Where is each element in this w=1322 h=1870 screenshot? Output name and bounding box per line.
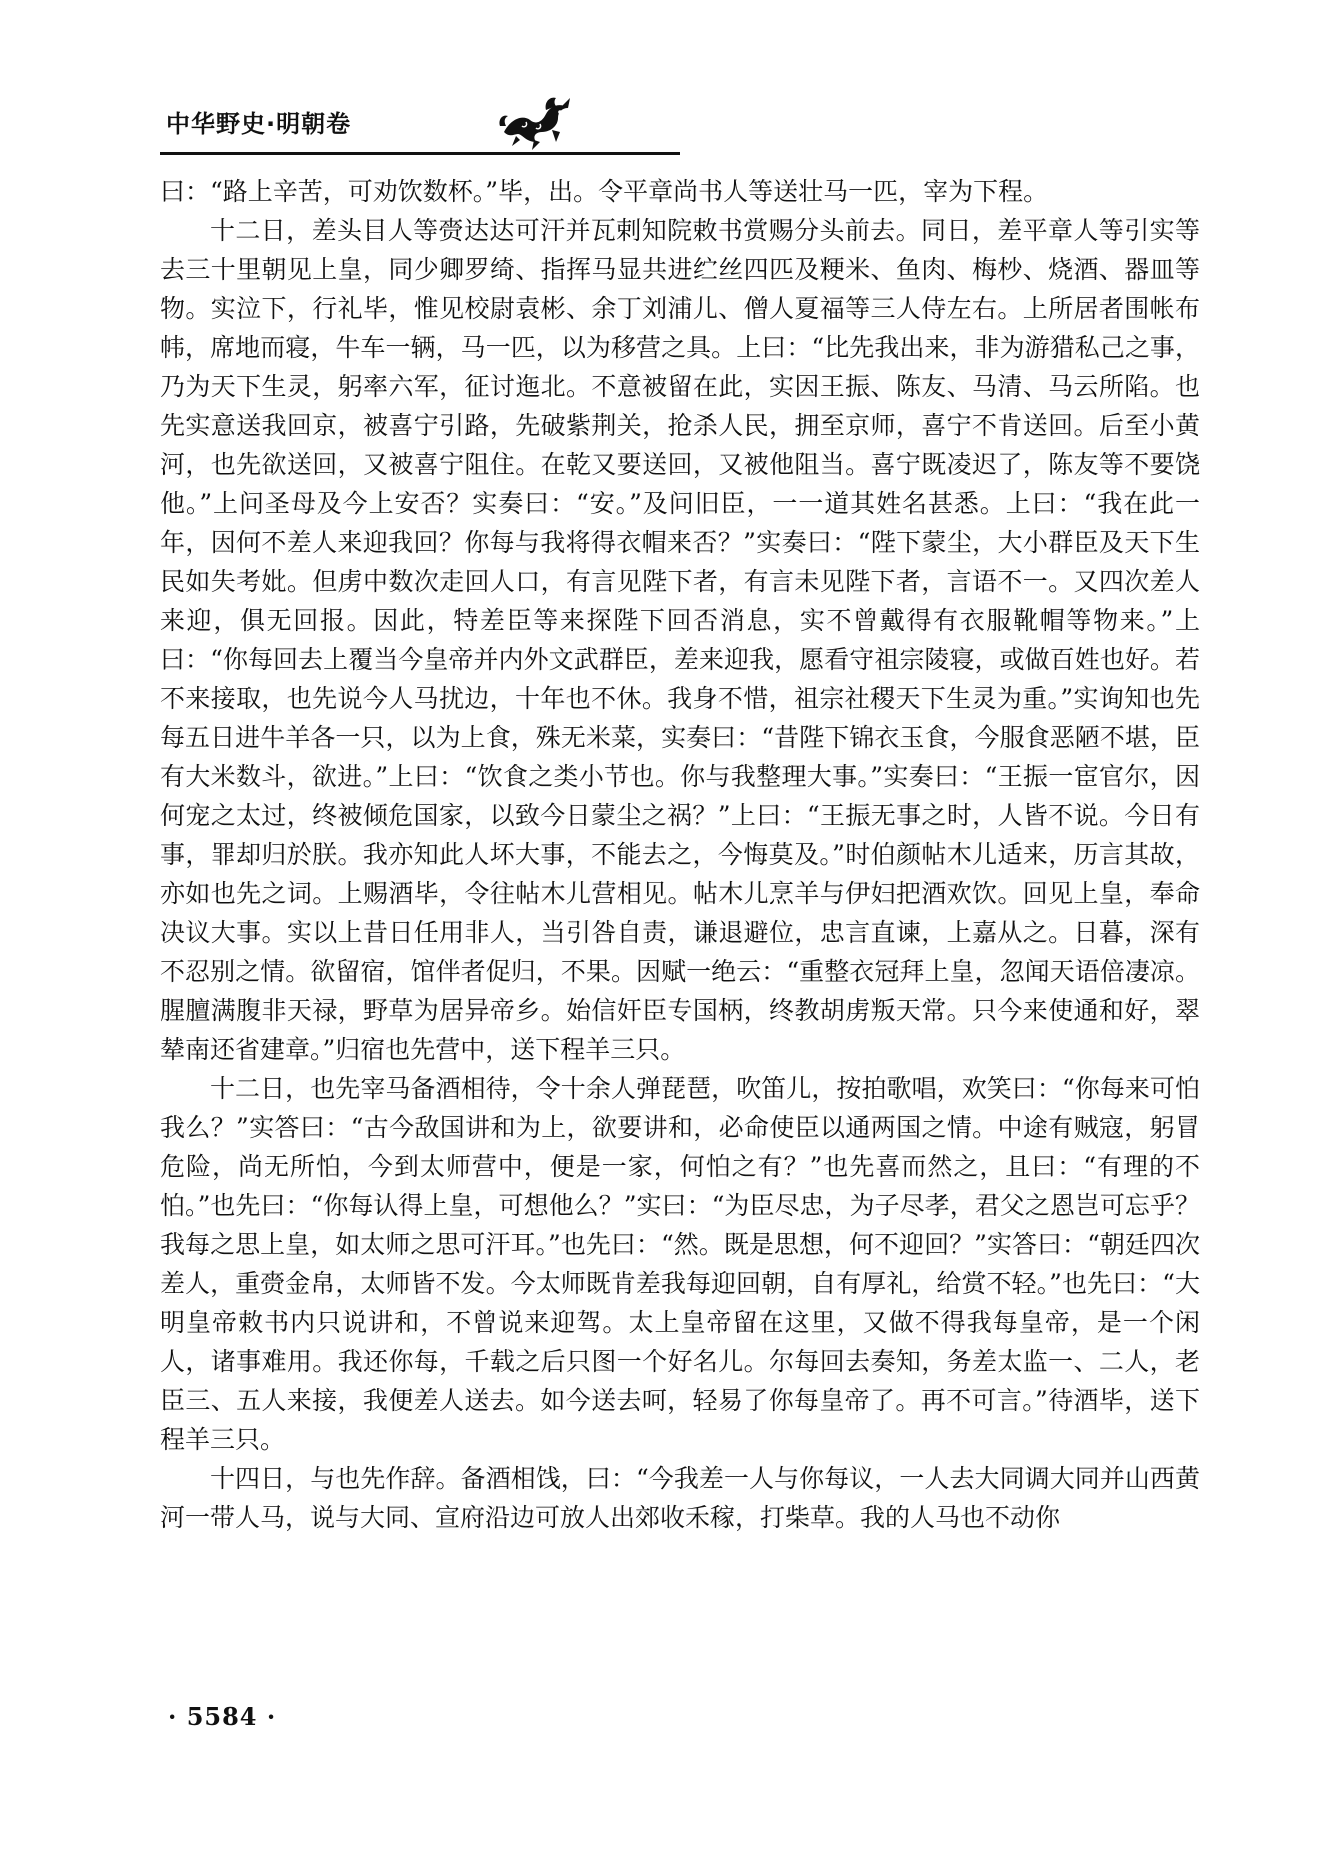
running-title: 中华野史·明朝卷 xyxy=(166,110,352,138)
paragraph: 曰：“路上辛苦，可劝饮数杯。”毕，出。令平章尚书人等送壮马一匹，宰为下程。 xyxy=(160,177,1049,206)
dragon-logo-icon xyxy=(496,92,578,152)
header-rule xyxy=(160,152,680,155)
page-header xyxy=(160,92,1200,164)
paragraph: 十四日，与也先作辞。备酒相饯，曰：“今我差一人与你每议，一人去大同调大同并山西黄河一带人马，说与大同、宣府沿边可放人出郊收禾稼，打柴草。我的人马也不动你 xyxy=(160,1464,1200,1532)
paragraph: 十二日，差头目人等赍达达可汗并瓦剌知院敕书赏赐分头前去。同日，差平章人等引实等去三十里朝见上皇，同少卿罗绮、指挥马显共进纻丝四匹及粳米、鱼肉、梅杪、烧酒、器皿等物。实泣下，行礼毕，惟见校尉袁彬、余丁刘浦儿、僧人夏福等三人侍左右。上所居者围帐布帏，席地而寝，牛车一辆，马一匹，以为移营之具。上曰：“比先我出来，非为游猎私己之事，乃为天下生灵，躬率六军，征讨迤北。不意被留在此，实因王振、陈友、马清、马云所陷。也先实意送我回京，被喜宁引路，先破紫荆关，抢杀人民，拥至京师，喜宁不肯送回。后至小黄河，也先欲送回，又被喜宁阻住。在乾又要送回，又被他阻当。喜宁既凌迟了，陈友等不要饶他。”上问圣母及今上安否？实奏曰：“安。”及问旧臣，一一道其姓名甚悉。上曰：“我在此一年，因何不差人来迎我回？你每与我将得衣帽来否？”实奏曰：“陛下蒙尘，大小群臣及天下生民如失考妣。但虏中数次走回人口，有言见陛下者，有言未见陛下者，言语不一。又四次差人来迎，俱无回报。因此，特差臣等来探陛下回否消息，实不曾戴得有衣服靴帽等物来。”上曰：“你每回去上覆当今皇帝并内外文武群臣，差来迎我，愿看守祖宗陵寝，或做百姓也好。若不来接取，也先说今人马扰边，十年也不休。我身不惜，祖宗社稷天下生灵为重。”实询知也先每五日进牛羊各一只，以为上食，殊无米菜，实奏曰：“昔陛下锦衣玉食，今服食恶陋不堪，臣有大米数斗，欲进。”上曰：“饮食之类小节也。你与我整理大事。”实奏曰：“王振一宦官尔，因何宠之太过，终被倾危国家，以致今日蒙尘之祸？”上曰：“王振无事之时，人皆不说。今日有事，罪却归於朕。我亦知此人坏大事，不能去之，今悔莫及。”时伯颜帖木儿适来，历言其故，亦如也先之词。上赐酒毕，令往帖木儿营相见。帖木儿烹羊与伊妇把酒欢饮。回见上皇，奉命决议大事。实以上昔日任用非人，当引咎自责，谦退避位，忠言直谏，上嘉从之。日暮，深有不忍别之情。欲留宿，馆伴者促归，不果。因赋一绝云：“重整衣冠拜上皇，忽闻天语倍凄凉。腥膻满腹非天禄，野草为居异帝乡。始信奸臣专国柄，终教胡虏叛天常。只今来使通和好，翠辇南还省建章。”归宿也先营中，送下程羊三只。 xyxy=(160,216,1200,1064)
page-number: · 5584 · xyxy=(168,1702,277,1731)
main-text xyxy=(160,172,1200,1537)
paragraph: 十二日，也先宰马备酒相待，令十余人弹琵琶，吹笛儿，按拍歌唱，欢笑曰：“你每来可怕我么？”实答曰：“古今敌国讲和为上，欲要讲和，必命使臣以通两国之情。中途有贼寇，躬冒危险，尚无所怕，今到太师营中，便是一家，何怕之有？”也先喜而然之，且曰：“有理的不怕。”也先曰：“你每认得上皇，可想他么？”实曰：“为臣尽忠，为子尽孝，君父之恩岂可忘乎？我每之思上皇，如太师之思可汗耳。”也先曰：“然。既是思想，何不迎回？”实答曰：“朝廷四次差人，重赍金帛，太师皆不发。今太师既肯差我每迎回朝，自有厚礼，给赏不轻。”也先曰：“大明皇帝敕书内只说讲和，不曾说来迎驾。太上皇帝留在这里，又做不得我每皇帝，是一个闲人，诸事难用。我还你每，千载之后只图一个好名儿。尔每回去奏知，务差太监一、二人，老臣三、五人来接，我便差人送去。如今送去呵，轻易了你每皇帝了。再不可言。”待酒毕，送下程羊三只。 xyxy=(160,1074,1200,1454)
